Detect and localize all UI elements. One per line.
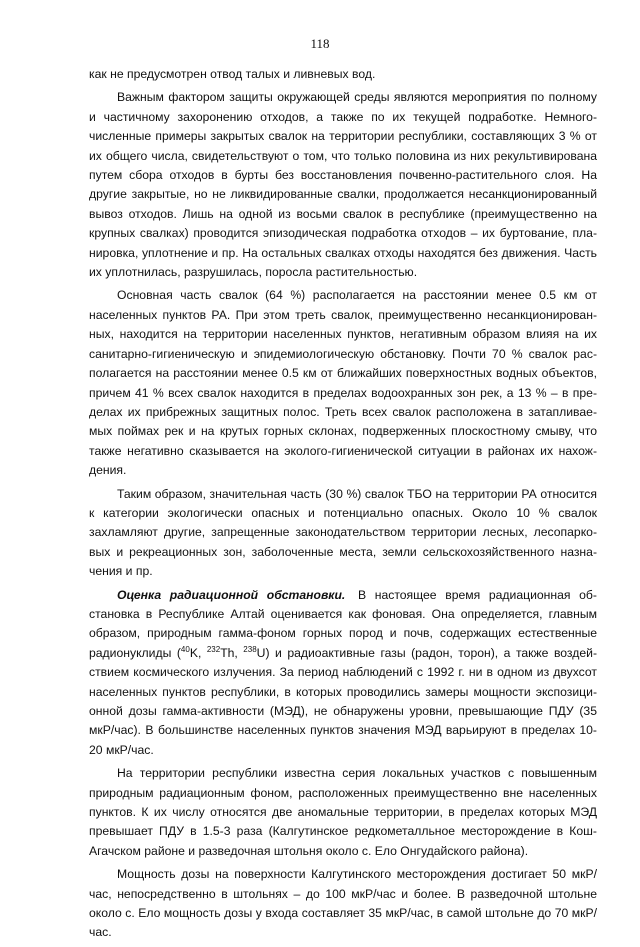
paragraph-waste-burial: Важным фактором защиты окружающей среды являются мероприятия по полному и частичному захоронению отходов, а также по их текущей подработке. Немногочисленные примеры закрытых свалок на территории республики, составляющих 3 % от их общего числа, свидетельствуют о том, что только половина из них рекультивирована путем сбора отходов в бурты без восстановления почвенно-растительного слоя. На другие закрытые, но не ликвидированные свалки, продолжается несанкционированный вывоз отходов. Лишь на одной из восьми свалок в республике (преимущественно на крупных свалках) проводится эпизодическая подработка отходов – их буртование, планировка, уплотнение и пр. На остальных свалках отходы находятся без движения. Часть их уплотнилась, разрушилась, поросла растительностью. <box>89 90 597 280</box>
paragraph-hazardous-dumps: Таким образом, значительная часть (30 %) свалок ТБО на территории РА относится к категории экологически опасных и потенциально опасных. Около 10 % свалок захламляют другие, запрещенные законодательством территории лесных, лесопарковых и рекреационных зон, заболоченные места, земли сельскохозяйственного назначения и пр. <box>89 486 597 579</box>
section-heading-radiation: Оценка радиационной обстановки. <box>117 587 346 602</box>
paragraph-local-anomalies: На территории республики известна серия локальных участков с повышенным природным радиационным фоном, расположенных преимущественно вне населенных пунктов. К их числу относятся две аномальные территории, в пределах которых МЭД превышает ПДУ в 1.5-3 раза (Калгутинское редкометалльное месторождение в Кош-Агачском районе и разведочная штольня около с. Ело Онгудайского района). <box>89 766 597 858</box>
isotope-th-symbol: Th, <box>220 645 244 660</box>
paragraph-dump-locations: Основная часть свалок (64 %) располагается на расстоянии менее 0.5 км от населенных пунктов РА. При этом треть свалок, преимущественно несанкционированных, находится на территории населенных пунктов, негативным образом влияя на их санитарно-гигиеническую и эпидемиологическую обстановку. Почти 70 % свалок располагается на расстоянии менее 0.5 км от ближайших поверхностных водных объектов, причем 41 % всех свалок находится в пределах водоохранных зон рек, а 13 % – в пределах их прибрежных защитных полос. Треть всех свалок расположена в затапливаемых поймах рек и на крутых горных склонах, подверженных плоскостному смыву, что также негативно сказывается на эколого-гигиенической ситуации в районах их нахождения. <box>89 288 597 478</box>
paragraph-radiation-assessment <box>89 586 597 761</box>
body-text <box>89 65 597 947</box>
isotope-u-mass: 238 <box>243 644 257 654</box>
isotope-th-mass: 232 <box>206 644 221 654</box>
paragraph-continuation: как не предусмотрен отвод талых и ливневых вод. <box>89 67 376 81</box>
isotope-u-symbol: U <box>256 645 266 660</box>
isotope-k-symbol: K, <box>189 645 207 660</box>
radiation-text-part-b: ) и радиоактивные газы (радон, торон), а также воздействием космического излучения. За период наблюдений с 1992 г. ни в одном из двухсот населенных пунктов республики, в которых проводились замеры мощности экспозиционной дозы гамма-активности (МЭД), не обнаружены уровни, превышающие ПДУ (35 мкР/час). В большинстве населенных пунктов значения МЭД варьируют в пределах 10-20 мкР/час. <box>89 645 597 757</box>
radiation-text-part-a: В настоящее время радиационная обстановка в Республике Алтай оценивается как фоновая. Она определяется, главным образом, природным гамма-фоном горных пород и почв, содержащих естественные радионуклиды ( <box>89 587 597 660</box>
page-number: 118 <box>310 36 330 51</box>
paragraph-dose-rates: Мощность дозы на поверхности Калгутинского месторождения достигает 50 мкР/час, непосредственно в штольнях – до 100 мкР/час и более. В разведочной штольне около с. Ело мощность дозы у входа составляет 35 мкР/час, в самой штольне до 70 мкР/час. <box>89 867 597 940</box>
isotope-k-mass: 40 <box>180 644 190 654</box>
